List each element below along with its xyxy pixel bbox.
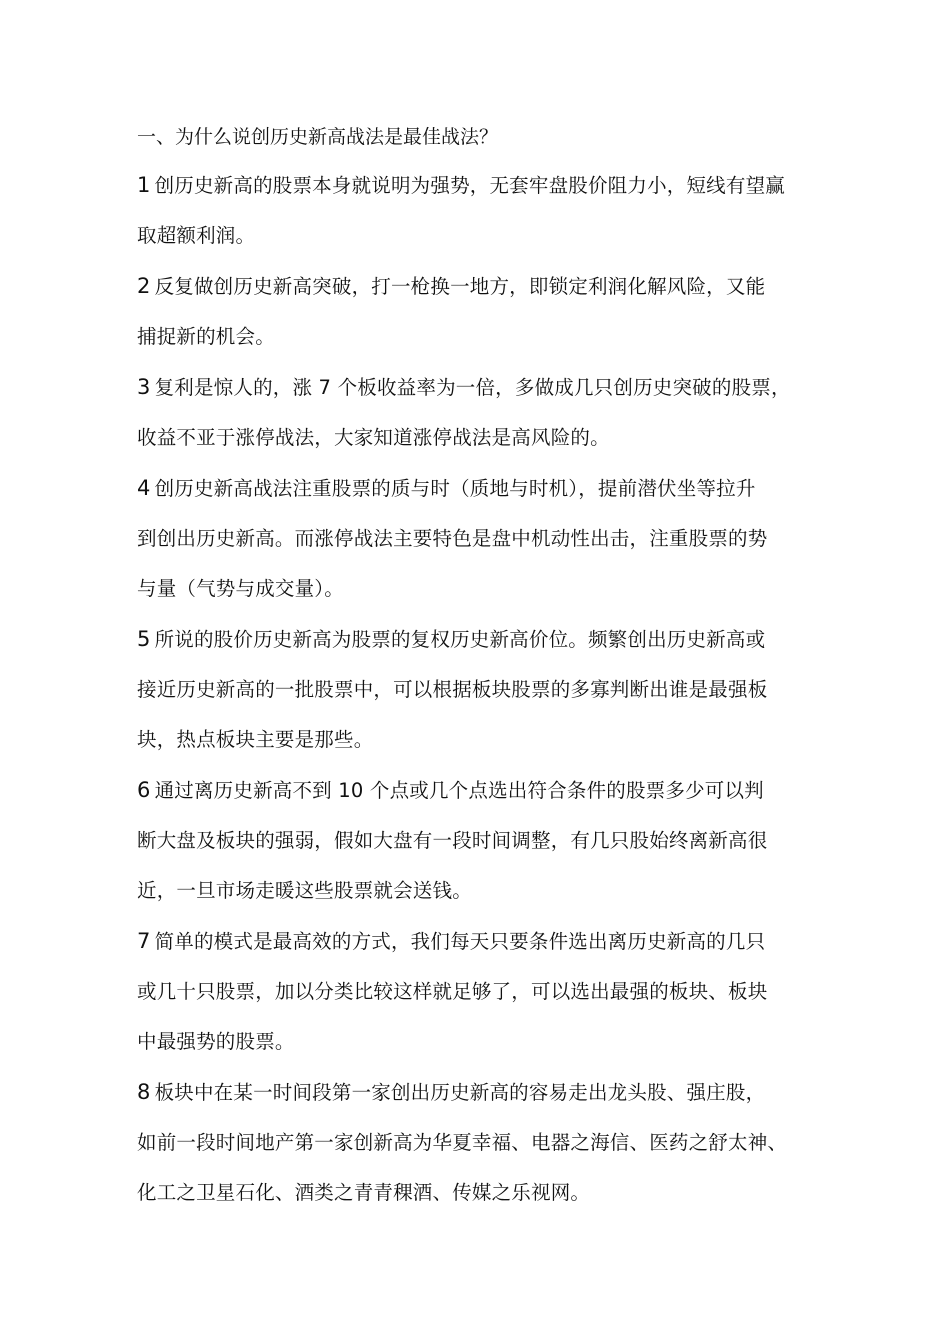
item-number: 6 (137, 778, 151, 802)
paragraph-line: 4 创历史新高战法注重股票的质与时（质地与时机），提前潜伏坐等拉升 (137, 476, 756, 500)
paragraph-line: 化工之卫星石化、酒类之青青稞酒、传媒之乐视网。 (137, 1181, 591, 1204)
list-item-5 (137, 614, 837, 765)
paragraph-line: 块，热点板块主要是那些。 (137, 728, 374, 751)
paragraph-line: 近，一旦市场走暖这些股票就会送钱。 (137, 879, 472, 902)
item-number: 1 (137, 173, 151, 197)
list-item-3 (137, 362, 837, 463)
paragraph-line: 7 简单的模式是最高效的方式，我们每天只要条件选出离历史新高的几只 (137, 929, 766, 953)
paragraph-line: 断大盘及板块的强弱，假如大盘有一段时间调整，有几只股始终离新高很 (137, 829, 768, 852)
item-number: 3 (137, 375, 151, 399)
list-item-1 (137, 160, 837, 261)
item-number: 7 (137, 929, 151, 953)
paragraph-line: 或几十只股票，加以分类比较这样就足够了，可以选出最强的板块、板块 (137, 980, 768, 1003)
paragraph-line: 收益不亚于涨停战法，大家知道涨停战法是高风险的。 (137, 426, 610, 449)
item-number: 4 (137, 476, 151, 500)
paragraph-line: 2 反复做创历史新高突破，打一枪换一地方，即锁定利润化解风险，又能 (137, 274, 766, 298)
paragraph-line: 到创出历史新高。而涨停战法主要特色是盘中机动性出击，注重股票的势 (137, 527, 768, 550)
paragraph-line: 捕捉新的机会。 (137, 325, 275, 348)
paragraph-line: 6 通过离历史新高不到 10 个点或几个点选出符合条件的股票多少可以判 (137, 778, 764, 802)
paragraph-line: 中最强势的股票。 (137, 1030, 295, 1053)
paragraph-line: 取超额利润。 (137, 224, 256, 247)
paragraph-line: 1 创历史新高的股票本身就说明为强势，无套牢盘股价阻力小，短线有望赢 (137, 173, 785, 197)
list-item-4 (137, 463, 837, 614)
list-item-7 (137, 916, 837, 1067)
list-item-6 (137, 765, 837, 916)
document-page (137, 120, 837, 1218)
paragraph-line: 接近历史新高的一批股票中，可以根据板块股票的多寡判断出谁是最强板 (137, 678, 768, 701)
list-item-2 (137, 261, 837, 362)
item-number: 2 (137, 274, 151, 298)
list-item-8 (137, 1067, 837, 1218)
paragraph-line: 与量（气势与成交量）。 (137, 577, 344, 600)
paragraph-line: 8 板块中在某一时间段第一家创出历史新高的容易走出龙头股、强庄股， (137, 1080, 766, 1104)
item-number: 8 (137, 1080, 151, 1104)
paragraph-line: 5 所说的股价历史新高为股票的复权历史新高价位。频繁创出历史新高或 (137, 627, 766, 651)
item-number: 5 (137, 627, 151, 651)
section-heading: 一、为什么说创历史新高战法是最佳战法？ (137, 126, 499, 148)
paragraph-line: 3 复利是惊人的，涨 7 个板收益率为一倍，多做成几只创历史突破的股票， (137, 375, 791, 399)
paragraph-line: 如前一段时间地产第一家创新高为华夏幸福、电器之海信、医药之舒太神、 (137, 1131, 788, 1154)
